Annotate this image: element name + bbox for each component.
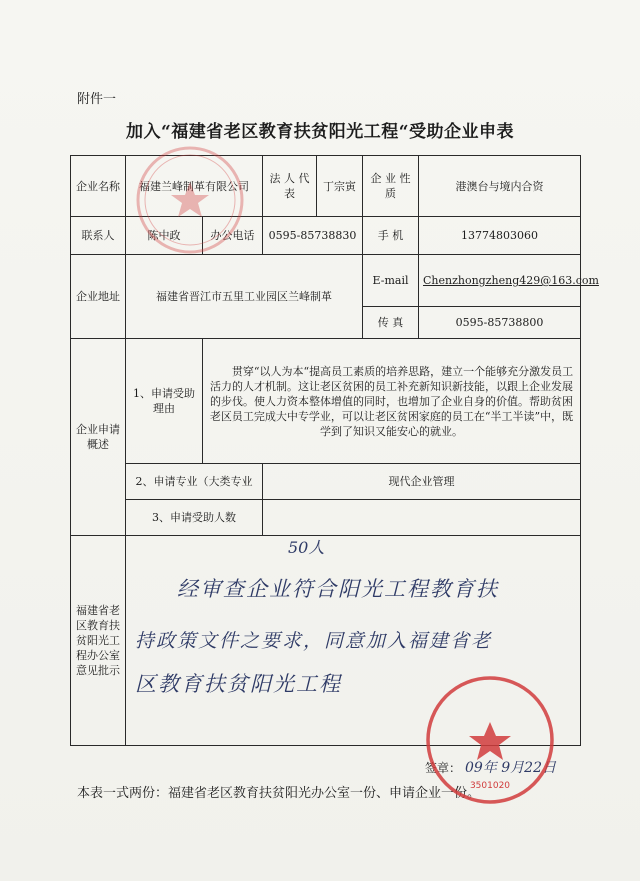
application-form-table xyxy=(70,155,599,746)
legal-rep-value: 丁宗寅 xyxy=(323,179,356,193)
mobile-label: 手 机 xyxy=(363,217,419,255)
row-major xyxy=(71,464,581,500)
email-value: Chenzhongzheng429@163.com xyxy=(419,255,581,307)
office-phone-value: 0595-85738830 xyxy=(263,217,363,255)
contact-label: 联系人 xyxy=(71,217,126,255)
fax-value: 0595-85738800 xyxy=(419,307,581,339)
row-count xyxy=(71,500,581,536)
legal-rep-label: 法 人 代 表 xyxy=(263,156,317,216)
email-label: E-mail xyxy=(363,255,419,307)
opinion-handwritten-line-2: 持政策文件之要求，同意加入福建省老 xyxy=(135,630,493,652)
signature-date: 09年 9月22日 xyxy=(465,760,557,776)
major-label: 2、申请专业（大类专业 xyxy=(126,464,263,500)
opinion-handwritten-line-1: 经审查企业符合阳光工程教育扶 xyxy=(177,577,499,601)
reason-text: 贯穿“以人为本“提高员工素质的培养思路，建立一个能够充分激发员工活力的人才机制。这让老区贫困的员工补充新知识新技能，以跟上企业发展的步伐。使人力资本整体增值的同时，也增加了企业自身的价值。帮助贫困老区员工完成大中专学业，可以让老区贫困家庭的员工在“半工半读”中，既学到了知识又能安心的就业。 xyxy=(203,339,581,464)
row-company xyxy=(71,156,581,217)
reason-label: 1、申请受助理由 xyxy=(126,339,203,464)
footer-note: 本表一式两份：福建省老区教育扶贫阳光办公室一份、申请企业一份。 xyxy=(77,786,481,801)
opinion-handwritten-line-3: 区教育扶贫阳光工程 xyxy=(135,672,342,696)
fax-label: 传 真 xyxy=(363,307,419,339)
company-type-label: 企 业 性 质 xyxy=(363,156,419,217)
address-label: 企业地址 xyxy=(71,255,126,339)
opinion-label: 福建省老区教育扶贫阳光工程办公室意见批示 xyxy=(71,536,126,746)
mobile-value: 13774803060 xyxy=(419,217,581,255)
count-label: 3、申请受助人数 xyxy=(126,500,263,536)
office-phone-label: 办公电话 xyxy=(203,217,263,255)
contact-value: 陈中政 xyxy=(126,217,203,255)
company-name-value: 福建兰峰制革有限公司 xyxy=(126,156,263,217)
address-value: 福建省晋江市五里工业园区兰峰制革 xyxy=(126,255,363,339)
office-seal-code: 3501020 xyxy=(469,781,511,791)
annex-label: 附件一 xyxy=(77,92,117,107)
row-reason xyxy=(71,339,581,464)
major-value: 现代企业管理 xyxy=(263,464,581,500)
legal-rep-cell xyxy=(263,156,363,217)
company-name-label: 企业名称 xyxy=(71,156,126,217)
row-contact xyxy=(71,217,581,255)
overview-label: 企业申请概述 xyxy=(71,339,126,536)
row-address-email xyxy=(71,255,581,307)
signature-row xyxy=(425,757,556,777)
applicant-count-handwritten: 50人 xyxy=(288,538,325,557)
form-title: 加入“福建省老区教育扶贫阳光工程“受助企业申表 xyxy=(125,122,515,142)
company-type-value: 港澳台与境内合资 xyxy=(419,156,581,217)
count-cell xyxy=(263,500,581,536)
signature-label: 签章： xyxy=(425,761,462,775)
